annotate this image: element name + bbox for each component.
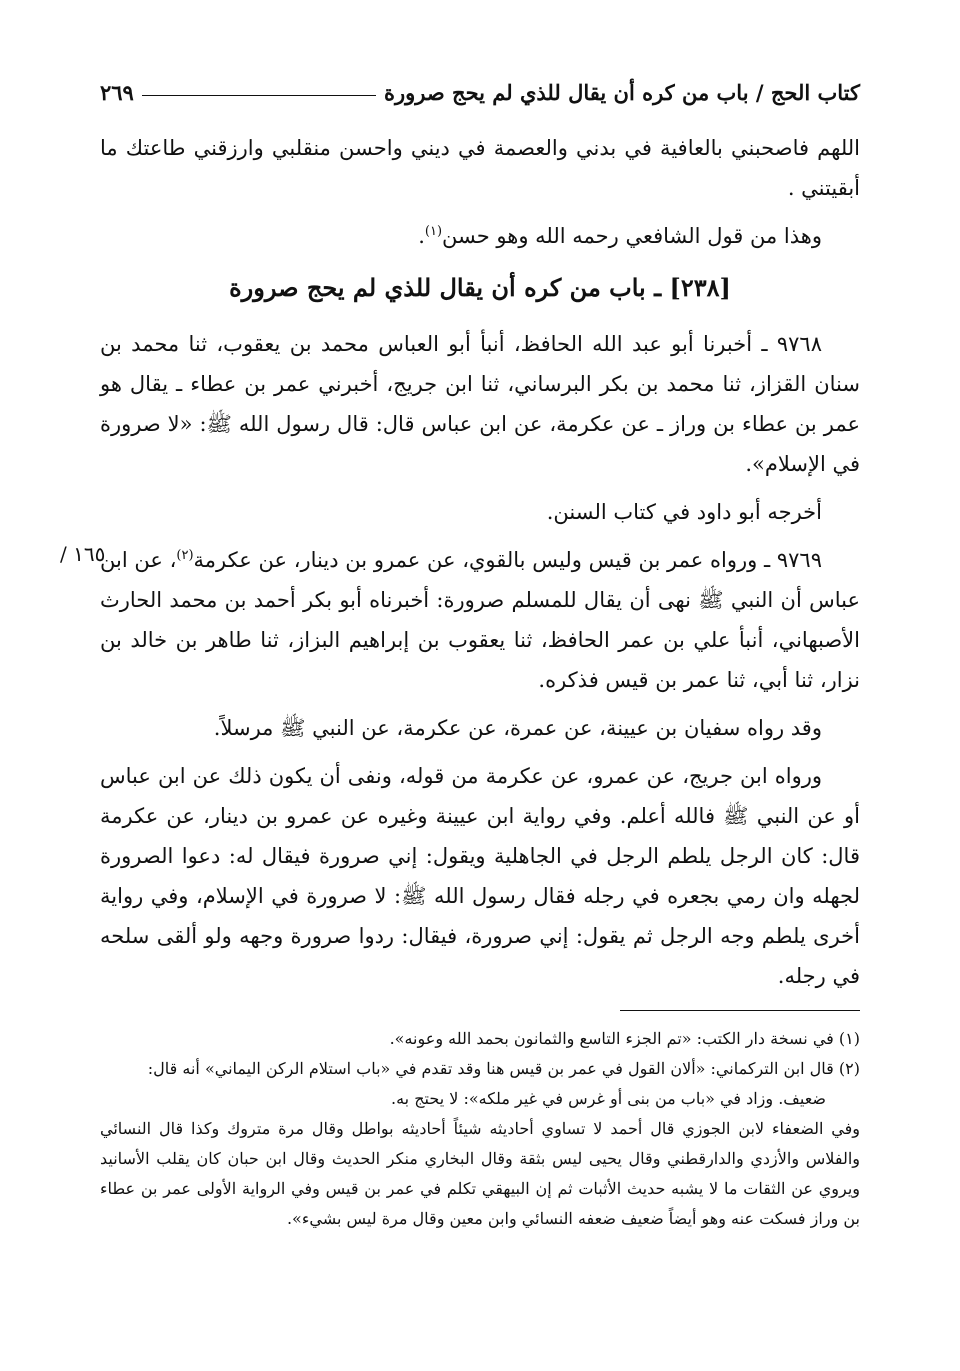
- margin-reference: ١٦٥ /: [60, 542, 106, 566]
- paragraph-2-end: .: [418, 224, 425, 248]
- header-rule: [142, 95, 376, 96]
- paragraph-ibn-jurayj: ورواه ابن جريج، عن عمرو، عن عكرمة من قوله، ونفى أن يكون ذلك عن ابن عباس أو عن النبي ﷺ فالله أعلم. وفي رواية ابن عيينة وغيره عن عمرو بن دينار، عن عكرمة قال: كان الرجل يلطم الرجل في الجاهلية ويقول: إني صرورة فيقال له: دعوا الصرورة لجهله وان رمي بجعره في رجله فقال رسول الله ﷺ: لا صرورة في الإسلام، وفي رواية أخرى يلطم وجه الرجل ثم يقول: إني صرورة، فيقال: ردوا صرورة وجهه ولو ألقى سلحه في رجله.: [100, 764, 860, 988]
- footnote-separator: [620, 1010, 860, 1011]
- paragraph-sufyan: وقد رواه سفيان بن عيينة، عن عمرة، عن عكرمة، عن النبي ﷺ مرسلاً.: [213, 716, 822, 740]
- hadith-9768: ٩٧٦٨ ـ أخبرنا أبو عبد الله الحافظ، أنبأ أبو العباس محمد بن يعقوب، ثنا محمد بن سنان القزاز، ثنا محمد بن بكر البرساني، ثنا ابن جريج، أخبرني عمر بن عطاء ـ يقال هو عمر بن عطاء بن وراز ـ عن عكرمة، عن ابن عباس قال: قال رسول الله ﷺ: «لا صرورة في الإسلام».: [100, 332, 860, 476]
- header-title: كتاب الحج / باب من كره أن يقال للذي لم يحج صرورة: [384, 79, 860, 105]
- footnote-2-continuation: وفي الضعفاء لابن الجوزي قال أحمد لا تساوي أحاديثه شيئاً أحاديثه بواطل وقال مرة متروك وكذا قال النسائي والفلاس والأزدي والدارقطني وقال يحيى ليس بثقة وقال البخاري منكر الحديث وقال ابن حبان كان يقلب الأسانيد ويروي عن الثقات ما لا يشبه حديث الأثبات ثم إن البيهقي تكلم في عمر بن قيس وفي الرواية الأولى عمر بن عطاء بن وراز فسكت عنه وهو أيضاً ضعيف ضعفه النسائي وابن معين وقال مرة ليس بشيء».: [100, 1119, 860, 1228]
- footnote-marker-2[interactable]: (٢): [176, 548, 194, 563]
- main-text: [100, 128, 860, 1004]
- page-number: ٢٦٩: [100, 79, 134, 105]
- paragraph-2-text: وهذا من قول الشافعي رحمه الله وهو حسن: [442, 224, 822, 248]
- paragraph-abu-dawud: أخرجه أبو داود في كتاب السنن.: [546, 500, 822, 524]
- hadith-9769-part-a: ٩٧٦٩ ـ ورواه عمر بن قيس وليس بالقوي، عن عمرو بن دينار، عن عكرمة: [193, 548, 822, 572]
- footnotes: [100, 1024, 860, 1234]
- paragraph-1: اللهم فاصحبني بالعافية في بدني والعصمة في ديني واحسن منقلبي وارزقني طاعتك ما أبقيتني .: [100, 136, 860, 200]
- footnote-2-line-1: (٢) قال ابن التركماني: «ألان القول في عمر بن قيس هنا وقد تقدم في «باب استلام الركن اليماني» أنه قال:: [147, 1059, 860, 1078]
- footnote-1: (١) في نسخة دار الكتب: «تم الجزء التاسع والثمانون بحمد الله وعونه».: [389, 1029, 860, 1048]
- running-header: [100, 76, 860, 108]
- footnote-2-line-2: ضعيف. وزاد في «باب من بنى أو غرس في غير ملكه»: لا يحتج به.: [391, 1089, 826, 1108]
- paragraph-2: [100, 216, 860, 256]
- footnote-marker-1[interactable]: (١): [424, 224, 443, 239]
- hadith-9769: [100, 540, 860, 700]
- chapter-heading: [٢٣٨] ـ باب من كره أن يقال للذي لم يحج صرورة: [229, 273, 731, 302]
- hadith-9769-part-b: ، عن ابن عباس أن النبي ﷺ نهى أن يقال للمسلم صرورة: أخبرناه أبو بكر أحمد بن محمد الحارث الأصبهاني، أنبأ علي بن عمر الحافظ، ثنا يعقوب بن إبراهيم البزاز، ثنا طاهر بن خالد بن نزار، ثنا أبي، ثنا عمر بن قيس فذكره.: [100, 548, 860, 692]
